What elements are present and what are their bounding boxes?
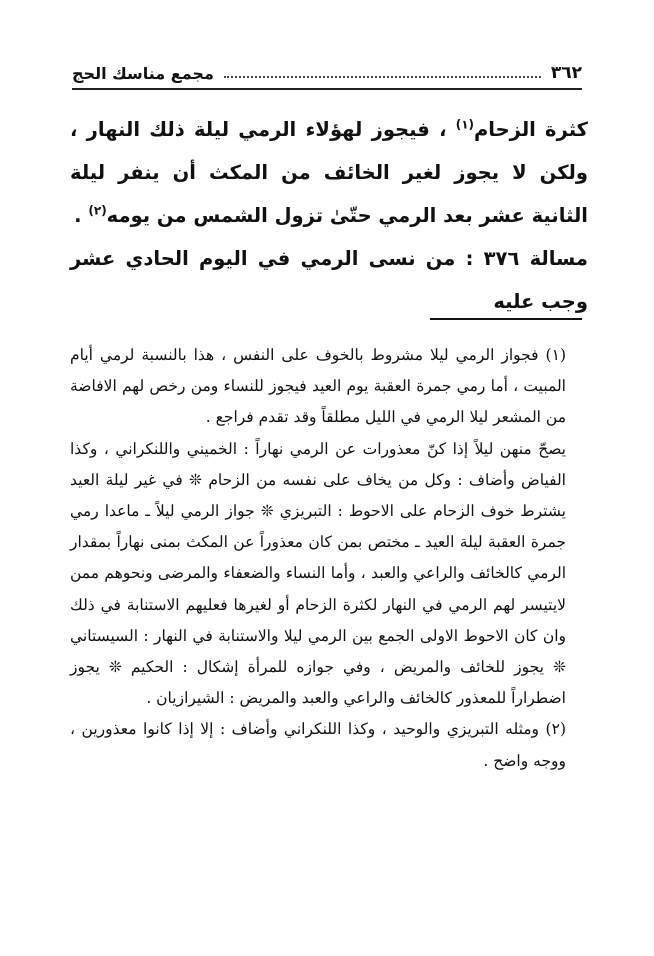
footnote-1: (١) فجواز الرمي ليلا مشروط بالخوف على النفس ، هذا بالنسبة لرمي أيام المبيت ، أما رمي جمرة العقبة يوم العيد فيجوز للنساء ومن رخص لهم الافاضة من المشعر ليلا الرمي في الليل مطلقاً وقد تقدم فراجع . [70,346,566,427]
footnote-1-continuation: يصحّ منهن ليلاً إذا كنّ معذورات عن الرمي نهاراً : الخميني واللنكراني ، وكذا الفياض وأضاف : وكل من يخاف على نفسه من الزحام ❊ في غير ليلة العيد يشترط خوف الزحام على الاحوط : التبريزي ❊ جواز الرمي ليلاً ـ ماعدا رمي جمرة العقبة ليلة العيد ـ مختص بمن كان معذوراً عن المكث بمنى نهاراً بمقدار الرمي كالخائف والراعي والعبد ، وأما النساء والضعفاء والمرضى ونحوهم ممن لايتيسر لهم الرمي في النهار لكثرة الزحام أو لغيرها فعليهم الاستنابة في ذلك وان كان الاحوط الاولى الجمع بين الرمي ليلا والاستنابة في النهار : السيستاني ❊ يجوز للخائف والمريض ، وفي جوازه للمرأة إشكال : الحكيم ❊ يجوز اضطراراً للمعذور كالخائف والراعي والعبد والمريض : الشيرازيان . [70,439,566,708]
main-text-part: ، فيجوز لهؤلاء الرمي ليلة ذلك النهار ، ولكن لا يجوز لغير الخائف من المكث أن ينفر ليلة الثانية عشر بعد الرمي حتّىٰ تزول الشمس من يومه [70,118,588,227]
issue-label: مسالة ٣٧٦ : [465,247,588,270]
issue-paragraph [70,237,588,323]
footnote-separator [430,318,582,320]
footnotes [70,340,588,777]
header-leader-dots [224,76,541,78]
main-paragraph [70,108,588,237]
issue-text: من نسى الرمي في اليوم الحادي عشر وجب عليه [70,247,588,313]
page-number: ٣٦٢ [550,63,582,83]
running-header [72,58,582,90]
main-text [70,108,588,323]
main-text-part: . [74,204,89,227]
footnote-2: (٢) ومثله التبريزي والوحيد ، وكذا اللنكراني وأضاف : إلا إذا كانوا معذورين ، ووجه واضح . [70,720,566,770]
footnote-ref-1[interactable]: (١) [455,117,475,132]
running-title: مجمع مناسك الحج [72,63,214,83]
footnote-ref-2[interactable]: (٢) [88,203,107,218]
main-text-part: كثرة الزحام [474,118,588,141]
